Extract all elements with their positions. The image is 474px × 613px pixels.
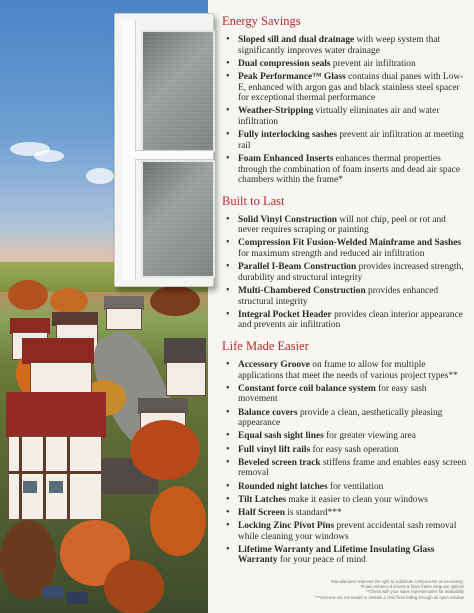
feature-name: Fully interlocking sashes [238, 130, 337, 141]
feature-description: provides enhanced structural integrity [238, 286, 439, 307]
feature-list [222, 360, 468, 566]
feature-item [222, 215, 468, 236]
feature-name: Dual compression seals [238, 58, 331, 69]
feature-description: prevent air infiltration [330, 58, 416, 69]
feature-item [222, 286, 468, 307]
feature-list [222, 35, 468, 186]
feature-item [222, 482, 468, 493]
double-hung-window-image [114, 13, 214, 287]
feature-item [222, 545, 468, 566]
feature-name: Lifetime Warranty and Lifetime Insulating Glass Warranty [238, 544, 435, 566]
feature-item [222, 106, 468, 127]
feature-description: enhances thermal properties through the combination of foam inserts and dead air space chambers within the frame* [238, 153, 461, 186]
feature-description: with weep system that significantly improves water drainage [238, 35, 441, 56]
feature-description: on frame to allow for multiple applications that meet the needs of various project types** [238, 360, 458, 381]
footnotes [264, 579, 464, 600]
feature-item [222, 59, 468, 70]
feature-item [222, 72, 468, 104]
autumn-tree [150, 286, 200, 316]
feature-item [222, 521, 468, 542]
autumn-tree [50, 288, 88, 314]
footnote: ***Screens are not meant to restrain a child from falling through an open window [315, 594, 464, 600]
house-roof [164, 338, 206, 364]
section-heading: Life Made Easier [222, 339, 309, 353]
feature-description: provide a clean, aesthetically pleasing appearance [238, 407, 443, 429]
half-timbered-house [8, 436, 102, 520]
feature-name: Parallel I-Beam Construction [238, 262, 357, 273]
feature-description: for maximum strength and reduced air infiltration [238, 249, 425, 260]
autumn-tree [150, 486, 206, 556]
feature-name: Solid Vinyl Construction [238, 214, 337, 225]
feature-name: Foam Enhanced Inserts [238, 153, 334, 164]
feature-name: Weather-Stripping [238, 106, 314, 117]
upper-sash-glass [141, 30, 215, 152]
house-window [49, 481, 63, 493]
timber-beam [43, 437, 46, 519]
footnote: **Check with your sales representative for availability [365, 589, 464, 595]
feature-item [222, 154, 468, 186]
feature-item [222, 495, 468, 506]
feature-description: virtually eliminates air and water infiltration [238, 106, 440, 127]
house-roof [22, 338, 94, 364]
feature-name: Peak Performance™ Glass [238, 71, 346, 82]
feature-description: for your peace of mind [277, 555, 366, 566]
feature-item [222, 262, 468, 283]
feature-item [222, 384, 468, 405]
feature-list [222, 215, 468, 331]
meeting-rail [135, 150, 213, 160]
timber-beam [9, 471, 101, 474]
parked-car [42, 586, 64, 598]
feature-name: Half Screen [238, 507, 285, 518]
feature-item [222, 35, 468, 56]
feature-description: will not chip, peel or rot and never requires scraping or painting [238, 214, 446, 236]
feature-name: Compression Fit Fusion-Welded Mainframe and Sashes [238, 238, 462, 249]
feature-item [222, 508, 468, 519]
feature-name: Rounded night latches [238, 481, 328, 492]
feature-item [222, 431, 468, 442]
timber-beam [19, 437, 22, 519]
feature-name: Constant force coil balance system [238, 383, 376, 394]
feature-name: Beveled screen track [238, 457, 321, 468]
feature-name: Multi-Chambered Construction [238, 286, 366, 297]
house-roof [6, 392, 106, 438]
house-window [23, 481, 37, 493]
feature-name: Tilt Latches [238, 494, 287, 505]
feature-description: for greater viewing area [323, 431, 416, 442]
feature-name: Balance covers [238, 407, 298, 418]
feature-description: for easy sash operation [310, 444, 399, 455]
autumn-tree [104, 560, 164, 613]
feature-name: Integral Pocket Header [238, 309, 332, 320]
feature-name: Equal sash sight lines [238, 431, 324, 442]
section-energy-savings [222, 14, 468, 186]
parked-car [66, 592, 88, 604]
feature-item [222, 408, 468, 429]
feature-description: prevent accidental sash removal while cleaning your windows [238, 521, 457, 542]
timber-beam [67, 437, 70, 519]
house [166, 362, 206, 396]
autumn-tree [130, 420, 200, 480]
house [30, 362, 92, 394]
feature-item [222, 445, 468, 456]
feature-description: for easy sash movement [238, 383, 427, 405]
cloud [34, 150, 64, 162]
screen-mesh [143, 162, 213, 276]
feature-column [222, 14, 468, 574]
feature-item [222, 310, 468, 331]
footnote: Manufacturer reserves the right to substitute components as necessary. [331, 579, 464, 584]
feature-description: contains dual panes with Low-E, enhanced with argon gas and black stainless steel spacer for exceptional thermal performance [238, 71, 464, 104]
screen-mesh [143, 32, 213, 150]
house [106, 308, 142, 330]
feature-description: provides increased strength, durability and structural integrity [238, 262, 464, 283]
feature-description: provides clean interior appearance and prevents air infiltration [238, 309, 463, 331]
feature-item [222, 458, 468, 479]
window-frame-side [121, 20, 136, 280]
section-heading: Built to Last [222, 193, 285, 208]
autumn-tree [8, 280, 48, 310]
feature-name: Locking Zinc Pivot Pins [238, 521, 335, 532]
feature-item [222, 238, 468, 259]
feature-description: stiffens frame and enables easy screen removal [238, 457, 467, 479]
section-heading: Energy Savings [222, 14, 301, 28]
feature-name: Sloped sill and dual drainage [238, 35, 355, 45]
lower-sash-glass [141, 160, 215, 278]
feature-item [222, 130, 468, 151]
section-life-made-easier [222, 339, 468, 566]
feature-name: Accessory Groove [238, 360, 310, 370]
feature-description: prevent air infiltration at meeting rail [238, 130, 464, 151]
feature-description: is standard*** [284, 507, 342, 518]
feature-description: for ventilation [327, 481, 384, 492]
section-built-to-last [222, 194, 468, 331]
cloud [86, 168, 114, 184]
footnote: *Foam enhanced inserts & foam frame wrap are options [360, 584, 464, 590]
feature-item [222, 360, 468, 381]
feature-description: make it easier to clean your windows [286, 494, 428, 505]
feature-name: Full vinyl lift rails [238, 444, 311, 455]
